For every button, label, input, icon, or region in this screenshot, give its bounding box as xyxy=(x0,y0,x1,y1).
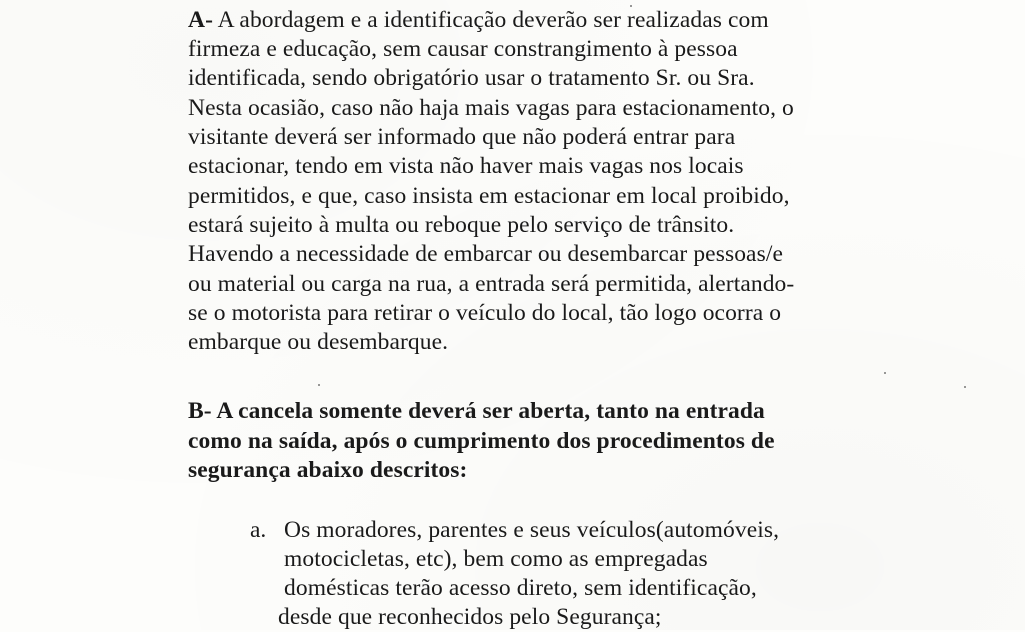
section-a-label: A- xyxy=(188,7,213,33)
list-item-marker: a. xyxy=(250,517,267,543)
list-item-a-line-4: desde que reconhecidos pelo Segurança; xyxy=(278,604,662,630)
list-item-a-line-3: domésticas terão acesso direto, sem identificação, xyxy=(284,575,757,601)
section-a-line-9: Havendo a necessidade de embarcar ou desembarcar pessoas/e xyxy=(188,241,783,267)
scan-speck xyxy=(884,372,886,374)
section-b-line-2: como na saída, após o cumprimento dos procedimentos de xyxy=(188,428,775,454)
section-a-line-12: embarque ou desembarque. xyxy=(188,329,449,355)
list-item-a-line-2: motocicletas, etc), bem como as empregadas xyxy=(284,546,708,572)
section-a-line-1 xyxy=(188,6,769,35)
scan-speck xyxy=(630,5,632,7)
section-a-line-3: identificada, sendo obrigatório usar o tratamento Sr. ou Sra. xyxy=(188,65,755,91)
section-b-line-1: B- A cancela somente deverá ser aberta, tanto na entrada xyxy=(188,398,765,424)
scan-speck xyxy=(964,386,966,388)
section-a-line-2: firmeza e educação, sem causar constrangimento à pessoa xyxy=(188,36,738,62)
section-a-line-5: visitante deverá ser informado que não poderá entrar para xyxy=(188,124,736,150)
section-a-line-10: ou material ou carga na rua, a entrada será permitida, alertando- xyxy=(188,271,795,297)
section-a-text: A abordagem e a identificação deverão ser realizadas com xyxy=(213,7,769,33)
section-a-line-6: estacionar, tendo em vista não haver mais vagas nos locais xyxy=(188,153,744,179)
scan-speck xyxy=(318,384,320,386)
section-b-line-3: segurança abaixo descritos: xyxy=(188,457,468,483)
section-a-line-8: estará sujeito à multa ou reboque pelo serviço de trânsito. xyxy=(188,212,735,238)
section-a-line-7: permitidos, e que, caso insista em estacionar em local proibido, xyxy=(188,183,790,209)
section-a-line-4: Nesta ocasião, caso não haja mais vagas para estacionamento, o xyxy=(188,95,794,121)
list-item-a-line-1: Os moradores, parentes e seus veículos(automóveis, xyxy=(284,517,780,543)
section-a-line-11: se o motorista para retirar o veículo do local, tão logo ocorra o xyxy=(188,300,782,326)
